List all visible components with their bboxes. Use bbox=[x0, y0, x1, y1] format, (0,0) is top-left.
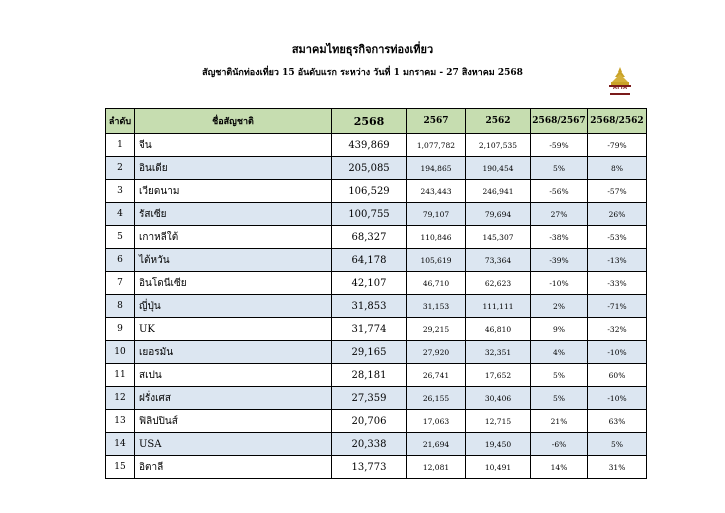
table-row bbox=[106, 134, 647, 157]
table-row bbox=[106, 157, 647, 180]
cell-rank: 5 bbox=[106, 226, 135, 249]
cell-2567: 26,155 bbox=[407, 387, 466, 410]
cell-2562: 30,406 bbox=[466, 387, 531, 410]
cell-nationality: จีน bbox=[135, 134, 332, 157]
cell-2568: 31,853 bbox=[332, 295, 407, 318]
document-subtitle: สัญชาตินักท่องเที่ยว 15 อันดับแรก ระหว่าง วันที่ 1 มกราคม - 27 สิงหาคม 2568 bbox=[202, 68, 523, 78]
table-row bbox=[106, 318, 647, 341]
cell-change-2567: -39% bbox=[531, 249, 588, 272]
header-rank: ลำดับ bbox=[106, 109, 135, 134]
cell-change-2562: 26% bbox=[588, 203, 647, 226]
cell-nationality: อินเดีย bbox=[135, 157, 332, 180]
cell-2562: 12,715 bbox=[466, 410, 531, 433]
table-header-row bbox=[106, 109, 647, 134]
table-row bbox=[106, 295, 647, 318]
cell-change-2562: -53% bbox=[588, 226, 647, 249]
cell-2568: 64,178 bbox=[332, 249, 407, 272]
cell-2567: 29,215 bbox=[407, 318, 466, 341]
tourist-nationality-table bbox=[105, 108, 647, 479]
header-2567: 2567 bbox=[407, 109, 466, 134]
cell-change-2567: 27% bbox=[531, 203, 588, 226]
cell-change-2562: 63% bbox=[588, 410, 647, 433]
cell-change-2562: -57% bbox=[588, 180, 647, 203]
cell-rank: 11 bbox=[106, 364, 135, 387]
cell-rank: 15 bbox=[106, 456, 135, 479]
header-nationality: ชื่อสัญชาติ bbox=[135, 109, 332, 134]
table-row bbox=[106, 272, 647, 295]
table-row bbox=[106, 180, 647, 203]
cell-nationality: อินโดนีเซีย bbox=[135, 272, 332, 295]
cell-rank: 3 bbox=[106, 180, 135, 203]
cell-change-2567: -6% bbox=[531, 433, 588, 456]
cell-change-2562: -13% bbox=[588, 249, 647, 272]
cell-rank: 12 bbox=[106, 387, 135, 410]
cell-nationality: ไต้หวัน bbox=[135, 249, 332, 272]
cell-2567: 26,741 bbox=[407, 364, 466, 387]
cell-2568: 20,338 bbox=[332, 433, 407, 456]
header-2562: 2562 bbox=[466, 109, 531, 134]
cell-2567: 110,846 bbox=[407, 226, 466, 249]
document-title: สมาคมไทยธุรกิจการท่องเที่ยว bbox=[291, 43, 434, 56]
cell-change-2567: -10% bbox=[531, 272, 588, 295]
cell-rank: 2 bbox=[106, 157, 135, 180]
cell-change-2567: 21% bbox=[531, 410, 588, 433]
cell-2567: 21,694 bbox=[407, 433, 466, 456]
cell-2568: 205,085 bbox=[332, 157, 407, 180]
cell-nationality: USA bbox=[135, 433, 332, 456]
cell-change-2567: 5% bbox=[531, 364, 588, 387]
cell-2562: 145,307 bbox=[466, 226, 531, 249]
cell-2567: 243,443 bbox=[407, 180, 466, 203]
cell-change-2567: 5% bbox=[531, 387, 588, 410]
cell-2562: 32,351 bbox=[466, 341, 531, 364]
cell-2562: 2,107,535 bbox=[466, 134, 531, 157]
cell-change-2567: 9% bbox=[531, 318, 588, 341]
cell-2568: 100,755 bbox=[332, 203, 407, 226]
cell-nationality: ฝรั่งเศส bbox=[135, 387, 332, 410]
cell-rank: 4 bbox=[106, 203, 135, 226]
cell-change-2567: 5% bbox=[531, 157, 588, 180]
cell-2567: 12,081 bbox=[407, 456, 466, 479]
cell-2568: 29,165 bbox=[332, 341, 407, 364]
cell-change-2562: 31% bbox=[588, 456, 647, 479]
cell-2562: 46,810 bbox=[466, 318, 531, 341]
atta-logo-icon bbox=[606, 66, 634, 96]
cell-2567: 105,619 bbox=[407, 249, 466, 272]
cell-change-2567: 4% bbox=[531, 341, 588, 364]
cell-2567: 17,063 bbox=[407, 410, 466, 433]
cell-change-2567: -38% bbox=[531, 226, 588, 249]
cell-2562: 111,111 bbox=[466, 295, 531, 318]
table-row bbox=[106, 387, 647, 410]
cell-change-2562: -10% bbox=[588, 341, 647, 364]
table-row bbox=[106, 203, 647, 226]
cell-2568: 42,107 bbox=[332, 272, 407, 295]
cell-change-2562: -71% bbox=[588, 295, 647, 318]
cell-rank: 9 bbox=[106, 318, 135, 341]
table-row bbox=[106, 341, 647, 364]
table-row bbox=[106, 249, 647, 272]
cell-2568: 31,774 bbox=[332, 318, 407, 341]
cell-2568: 13,773 bbox=[332, 456, 407, 479]
cell-nationality: เกาหลีใต้ bbox=[135, 226, 332, 249]
cell-change-2567: -59% bbox=[531, 134, 588, 157]
cell-change-2562: -79% bbox=[588, 134, 647, 157]
cell-2562: 190,454 bbox=[466, 157, 531, 180]
cell-nationality: เยอรมัน bbox=[135, 341, 332, 364]
cell-change-2567: 14% bbox=[531, 456, 588, 479]
header-change-2562: 2568/2562 bbox=[588, 109, 647, 134]
cell-rank: 6 bbox=[106, 249, 135, 272]
cell-rank: 10 bbox=[106, 341, 135, 364]
cell-2567: 27,920 bbox=[407, 341, 466, 364]
cell-change-2567: -56% bbox=[531, 180, 588, 203]
cell-change-2562: -33% bbox=[588, 272, 647, 295]
cell-2562: 17,652 bbox=[466, 364, 531, 387]
cell-2562: 73,364 bbox=[466, 249, 531, 272]
cell-nationality: สเปน bbox=[135, 364, 332, 387]
header-change-2567: 2568/2567 bbox=[531, 109, 588, 134]
cell-2568: 68,327 bbox=[332, 226, 407, 249]
cell-2567: 1,077,782 bbox=[407, 134, 466, 157]
cell-nationality: รัสเซีย bbox=[135, 203, 332, 226]
cell-2567: 46,710 bbox=[407, 272, 466, 295]
cell-change-2562: -10% bbox=[588, 387, 647, 410]
cell-nationality: อิตาลี bbox=[135, 456, 332, 479]
cell-2568: 27,359 bbox=[332, 387, 407, 410]
cell-nationality: ญี่ปุ่น bbox=[135, 295, 332, 318]
cell-change-2567: 2% bbox=[531, 295, 588, 318]
cell-2562: 10,491 bbox=[466, 456, 531, 479]
cell-nationality: UK bbox=[135, 318, 332, 341]
cell-nationality: เวียดนาม bbox=[135, 180, 332, 203]
cell-rank: 1 bbox=[106, 134, 135, 157]
cell-change-2562: 60% bbox=[588, 364, 647, 387]
cell-nationality: ฟิลิปปินส์ bbox=[135, 410, 332, 433]
cell-change-2562: 8% bbox=[588, 157, 647, 180]
cell-2562: 246,941 bbox=[466, 180, 531, 203]
cell-2568: 28,181 bbox=[332, 364, 407, 387]
cell-2567: 194,865 bbox=[407, 157, 466, 180]
cell-rank: 14 bbox=[106, 433, 135, 456]
cell-2568: 20,706 bbox=[332, 410, 407, 433]
cell-rank: 7 bbox=[106, 272, 135, 295]
cell-2568: 106,529 bbox=[332, 180, 407, 203]
cell-2562: 62,623 bbox=[466, 272, 531, 295]
table-row bbox=[106, 456, 647, 479]
cell-2567: 31,153 bbox=[407, 295, 466, 318]
cell-change-2562: 5% bbox=[588, 433, 647, 456]
cell-2568: 439,869 bbox=[332, 134, 407, 157]
table-row bbox=[106, 226, 647, 249]
cell-rank: 13 bbox=[106, 410, 135, 433]
cell-change-2562: -32% bbox=[588, 318, 647, 341]
table-row bbox=[106, 364, 647, 387]
cell-2562: 79,694 bbox=[466, 203, 531, 226]
table-row bbox=[106, 410, 647, 433]
logo-label: ATTA bbox=[613, 85, 627, 91]
cell-2562: 19,450 bbox=[466, 433, 531, 456]
table-row bbox=[106, 433, 647, 456]
cell-rank: 8 bbox=[106, 295, 135, 318]
header-2568: 2568 bbox=[332, 109, 407, 134]
cell-2567: 79,107 bbox=[407, 203, 466, 226]
